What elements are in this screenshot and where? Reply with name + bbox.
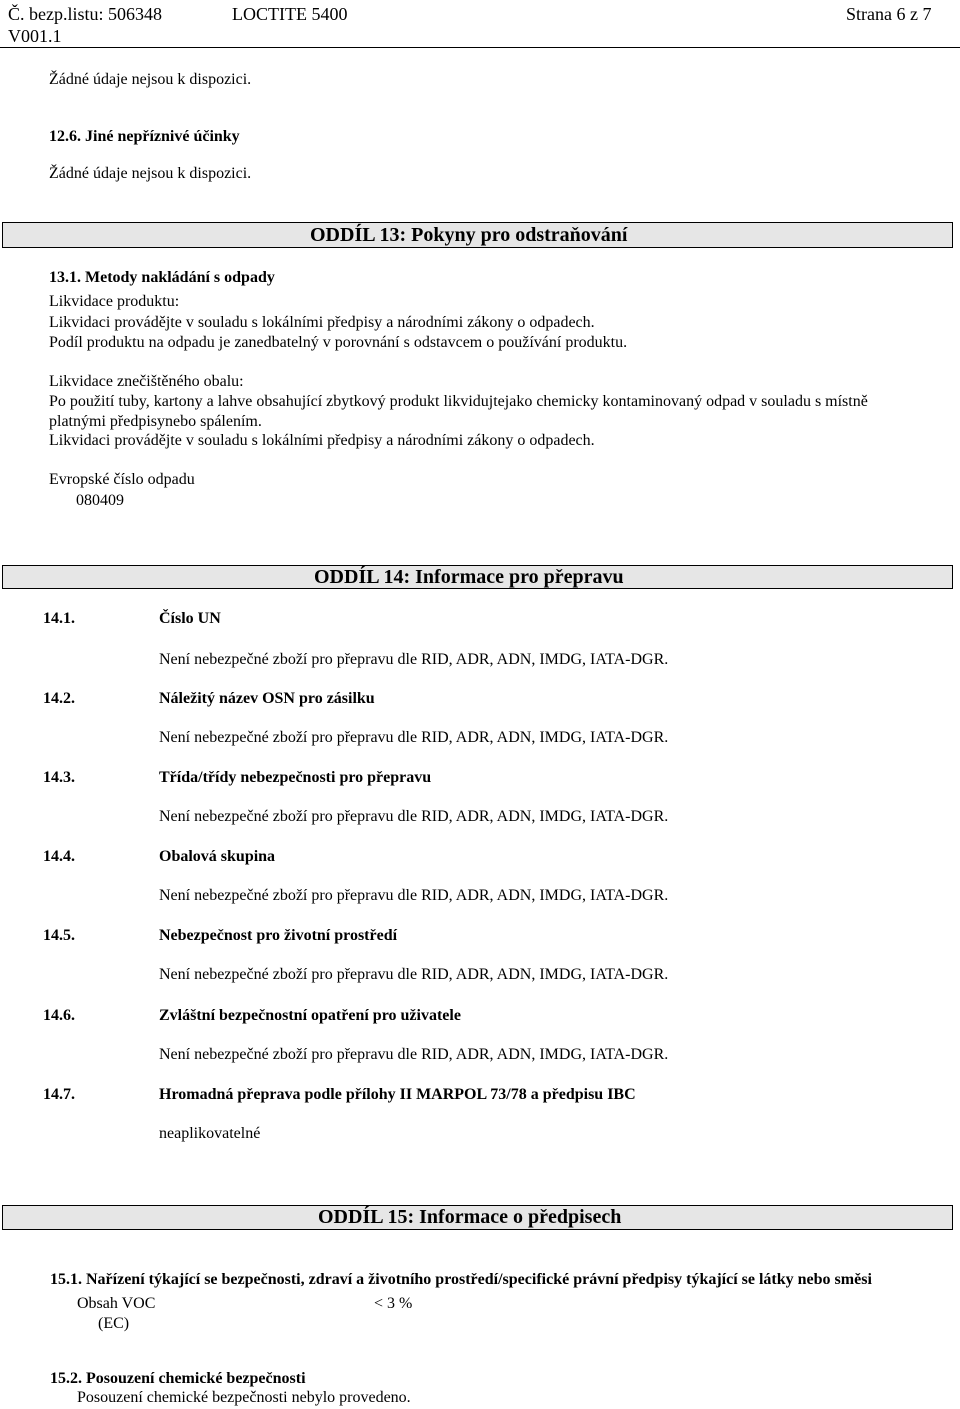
packaging-disposal-text: platnými předpisynebo spálením. [49, 413, 262, 430]
product-disposal-label: Likvidace produktu: [49, 293, 180, 310]
waste-code: 080409 [76, 492, 124, 509]
waste-code-label: Evropské číslo odpadu [49, 471, 195, 488]
item-label: Zvláštní bezpečnostní opatření pro uživatele [159, 1007, 461, 1024]
subsection-15-1: 15.1. Nařízení týkající se bezpečnosti, zdraví a životního prostředí/specifické právní předpisy týkající se látky nebo směsi [50, 1271, 872, 1288]
product-disposal-text: Likvidaci provádějte v souladu s lokálními předpisy a národními zákony o odpadech. [49, 314, 595, 331]
packaging-disposal-text: Likvidaci provádějte v souladu s lokálními předpisy a národními zákony o odpadech. [49, 432, 595, 449]
item-number: 14.4. [43, 848, 75, 865]
item-text: Není nebezpečné zboží pro přepravu dle RID, ADR, ADN, IMDG, IATA-DGR. [159, 651, 669, 668]
item-label: Nebezpečnost pro životní prostředí [159, 927, 398, 944]
item-number: 14.5. [43, 927, 75, 944]
item-number: 14.6. [43, 1007, 75, 1024]
item-text: neaplikovatelné [159, 1125, 261, 1142]
no-data-text: Žádné údaje nejsou k dispozici. [49, 71, 252, 88]
packaging-disposal-label: Likvidace znečištěného obalu: [49, 373, 244, 390]
page-number: Strana 6 z 7 [846, 4, 932, 24]
item-label: Obalová skupina [159, 848, 276, 865]
item-text: Není nebezpečné zboží pro přepravu dle RID, ADR, ADN, IMDG, IATA-DGR. [159, 808, 669, 825]
item-number: 14.7. [43, 1086, 75, 1103]
item-label: Hromadná přeprava podle přílohy II MARPOL 73/78 a předpisu IBC [159, 1086, 636, 1103]
packaging-disposal-text: Po použití tuby, kartony a lahve obsahující zbytkový produkt likvidujtejako chemicky kontaminovaný odpad v souladu s místně [49, 393, 868, 410]
voc-sub-label: (EC) [98, 1315, 130, 1332]
product-name: LOCTITE 5400 [232, 4, 348, 24]
section-13-title: ODDÍL 13: Pokyny pro odstraňování [310, 224, 628, 246]
item-label: Třída/třídy nebezpečnosti pro přepravu [159, 769, 432, 786]
item-label: Číslo UN [159, 610, 221, 627]
item-text: Není nebezpečné zboží pro přepravu dle RID, ADR, ADN, IMDG, IATA-DGR. [159, 966, 669, 983]
section-14-title: ODDÍL 14: Informace pro přepravu [314, 566, 624, 588]
item-text: Není nebezpečné zboží pro přepravu dle RID, ADR, ADN, IMDG, IATA-DGR. [159, 729, 669, 746]
item-label: Náležitý název OSN pro zásilku [159, 690, 375, 707]
subsection-15-2: 15.2. Posouzení chemické bezpečnosti [50, 1370, 306, 1387]
assessment-text: Posouzení chemické bezpečnosti nebylo provedeno. [77, 1389, 411, 1406]
section-15-title: ODDÍL 15: Informace o předpisech [318, 1206, 622, 1228]
voc-label: Obsah VOC [77, 1295, 156, 1312]
no-data-text: Žádné údaje nejsou k dispozici. [49, 165, 252, 182]
product-disposal-text: Podíl produktu na odpadu je zanedbatelný v porovnání s odstavcem o používání produktu. [49, 334, 628, 351]
version: V001.1 [8, 26, 62, 46]
item-number: 14.3. [43, 769, 75, 786]
header-divider [0, 47, 960, 48]
item-number: 14.2. [43, 690, 75, 707]
subsection-12-6: 12.6. Jiné nepříznivé účinky [49, 128, 240, 145]
item-text: Není nebezpečné zboží pro přepravu dle RID, ADR, ADN, IMDG, IATA-DGR. [159, 1046, 669, 1063]
item-text: Není nebezpečné zboží pro přepravu dle RID, ADR, ADN, IMDG, IATA-DGR. [159, 887, 669, 904]
doc-number: Č. bezp.listu: 506348 [8, 4, 162, 24]
voc-value: < 3 % [374, 1295, 413, 1312]
subsection-13-1: 13.1. Metody nakládání s odpady [49, 269, 275, 286]
item-number: 14.1. [43, 610, 75, 627]
